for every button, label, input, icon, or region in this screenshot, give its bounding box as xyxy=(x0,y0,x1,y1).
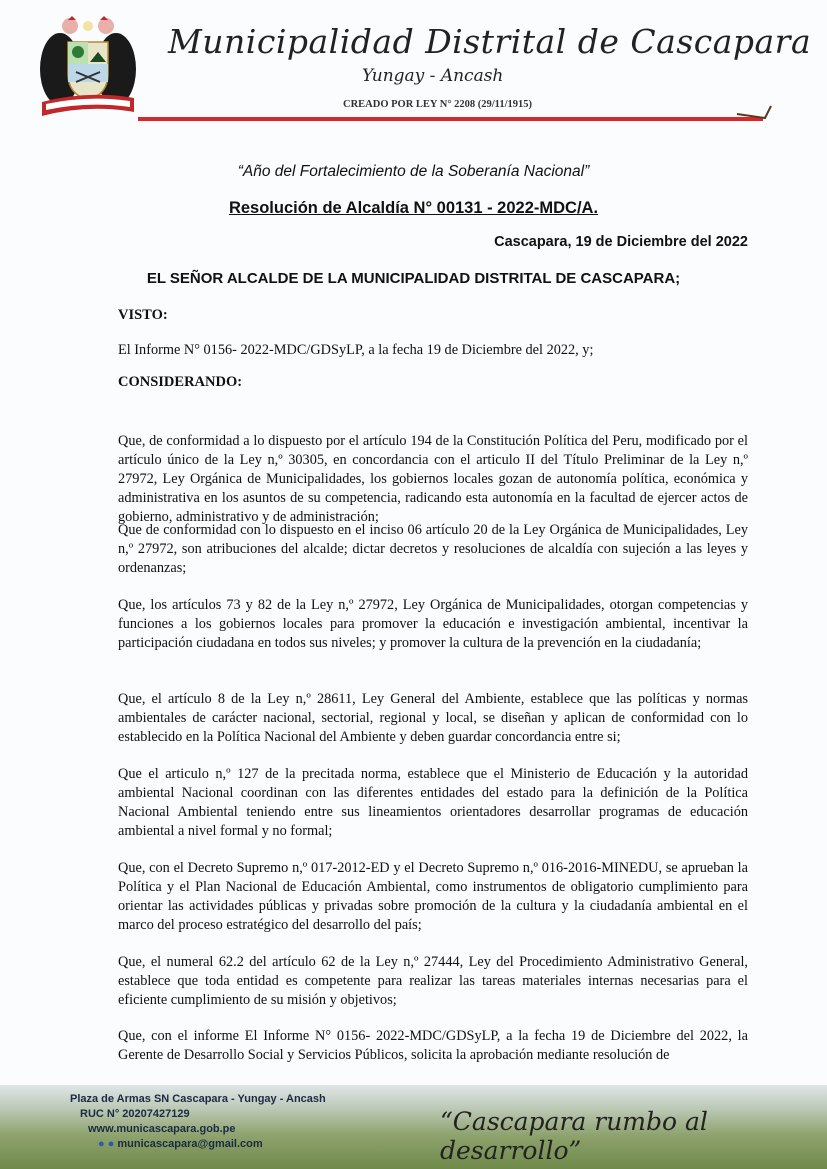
paragraph: Que, con el informe El Informe N° 0156- 2022-MDC/GDSyLP, a la fecha 19 de Diciembre del 2022, la Gerente de Desarrollo Social y Servicios Públicos, solicita la aprobación mediante resolución de xyxy=(118,1028,748,1064)
footer-slogan: “Cascapara rumbo al desarrollo” xyxy=(440,1107,708,1165)
visto-heading: VISTO: xyxy=(118,307,168,323)
paragraph: Que, el artículo 8 de la Ley n,º 28611, Ley General del Ambiente, establece que las políticas y normas ambientales de carácter nacional, sectorial, regional y local, se diseñan y aplican de conformidad con lo establecido en la Política Nacional del Ambiente y deben guardar concordancia entre si; xyxy=(118,691,748,746)
addressee: EL SEÑOR ALCALDE DE LA MUNICIPALIDAD DISTRITAL DE CASCAPARA; xyxy=(146,270,681,287)
footer-ruc: RUC N° 20207427129 xyxy=(80,1108,190,1120)
header-subtitle: Yungay - Ancash xyxy=(362,66,504,86)
paragraph: Que, el numeral 62.2 del artículo 62 de la Ley n,º 27444, Ley del Procedimiento Administrativo General, establece que toda entidad es competente para realizar las tareas materiales internas necesarias para el eficiente cumplimiento de su misión y objetivos; xyxy=(118,954,748,1009)
header-title: Municipalidad Distrital de Cascapara xyxy=(168,22,812,61)
paragraph: Que, de conformidad a lo dispuesto por el artículo 194 de la Constitución Política del Peru, modificado por el artículo único de la Ley n,º 30305, en concordancia con el articulo II del Título Preliminar de la Ley n,º 27972, Ley Orgánica de Municipalidades, los gobiernos locales gozan de autonomía política, económica y administrativa en los asuntos de su competencia, radicando esta autonomía en la facultad de ejercer actos de gobierno, administrativo y de administración; xyxy=(118,433,748,526)
footer-address: Plaza de Armas SN Cascapara - Yungay - Ancash xyxy=(70,1093,326,1105)
visto-text: El Informe N° 0156- 2022-MDC/GDSyLP, a la fecha 19 de Diciembre del 2022, y; xyxy=(118,342,594,358)
document-date: Cascapara, 19 de Diciembre del 2022 xyxy=(494,234,748,250)
plow-icon xyxy=(735,104,775,120)
municipal-coat-of-arms-logo xyxy=(38,14,138,122)
resolution-title: Resolución de Alcaldía N° 00131 - 2022-MDC/A. xyxy=(228,199,599,217)
considerando-heading: CONSIDERANDO: xyxy=(118,374,243,390)
social-icons: ● ● xyxy=(98,1138,118,1150)
paragraph: Que el articulo n,º 127 de la precitada norma, establece que el Ministerio de Educación y la autoridad ambiental Nacional coordinan con las diferentes entidades del estado para la definición de la Política Nacional Ambiental teniendo entre sus lineamientos orientadores desarrollar programas de educación ambiental a nivel formal y no formal; xyxy=(118,766,748,840)
footer-email: municascapara@gmail.com xyxy=(117,1138,263,1150)
header-divider xyxy=(138,117,763,121)
header-law: CREADO POR LEY N° 2208 (29/11/1915) xyxy=(343,99,533,110)
footer-website: www.municascapara.gob.pe xyxy=(88,1123,236,1135)
paragraph: Que de conformidad con lo dispuesto en el inciso 06 artículo 20 de la Ley Orgánica de Municipalidades, Ley n,º 27972, son atribuciones del alcalde; dictar decretos y resoluciones de alcaldía con sujeción a las leyes y ordenanzas; xyxy=(118,522,748,577)
year-motto: “Año del Fortalecimiento de la Soberanía Nacional” xyxy=(237,163,590,180)
paragraph: Que, los artículos 73 y 82 de la Ley n,º 27972, Ley Orgánica de Municipalidades, otorgan competencias y funciones a los gobiernos locales para promover la educación e investigación ambiental, incentivar la participación ciudadana en todos sus niveles; y promover la cultura de la prevención en la ciudadanía; xyxy=(118,597,748,652)
paragraph: Que, con el Decreto Supremo n,º 017-2012-ED y el Decreto Supremo n,º 016-2016-MINEDU, se aprueban la Política y el Plan Nacional de Educación Ambiental, como instrumentos de obligatorio cumplimiento para orientar las actividades públicas y privadas sobre promoción de la cultura y la ciudadanía ambiental en el marco del proceso estratégico del desarrollo del país; xyxy=(118,860,748,934)
